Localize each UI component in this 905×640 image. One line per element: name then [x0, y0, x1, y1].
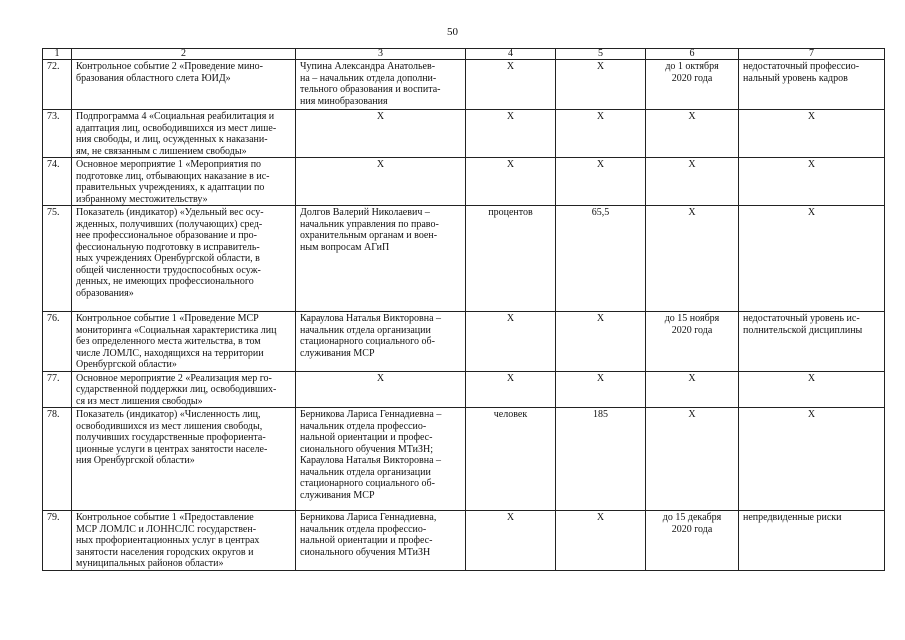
- row-number: 73.: [43, 110, 72, 158]
- table-row: [43, 206, 885, 312]
- table-row: [43, 408, 885, 511]
- responsible-cell: X: [296, 110, 466, 158]
- responsible-cell: Чупина Александра Анатольев- на – начальник отдела дополни- тельного образования и воспита- ния минобразования: [296, 60, 466, 110]
- column-header: 7: [739, 49, 885, 60]
- deadline-cell: X: [646, 408, 739, 511]
- unit-cell: X: [466, 60, 556, 110]
- unit-cell: X: [466, 511, 556, 571]
- unit-cell: X: [466, 110, 556, 158]
- row-number: 74.: [43, 158, 72, 206]
- deadline-cell: X: [646, 206, 739, 312]
- event-cell: Показатель (индикатор) «Численность лиц, освободившихся из мест лишения свободы, получивших государственные профориента- ционные услуги в центрах занятости населе- ния Оренбургской области»: [72, 408, 296, 511]
- table-row: [43, 158, 885, 206]
- table-row: [43, 110, 885, 158]
- row-number: 75.: [43, 206, 72, 312]
- risk-cell: непредвиденные риски: [739, 511, 885, 571]
- event-cell: Контрольное событие 1 «Предоставление МСР ЛОМЛС и ЛОННСЛС государствен- ных профориентационных услуг в центрах занятости населения городских округов и муниципальных районов области»: [72, 511, 296, 571]
- deadline-cell: до 1 октября 2020 года: [646, 60, 739, 110]
- responsible-cell: Берникова Лариса Геннадиевна – начальник отдела профессио- нальной ориентации и профес- сионального обучения МТиЗН; Караулова Наталья Викторовна – начальник отдела организации стационарного социального об- служивания МСР: [296, 408, 466, 511]
- deadline-cell: X: [646, 371, 739, 408]
- deadline-cell: X: [646, 110, 739, 158]
- unit-cell: процентов: [466, 206, 556, 312]
- deadline-cell: до 15 ноября 2020 года: [646, 312, 739, 372]
- unit-cell: человек: [466, 408, 556, 511]
- risk-cell: X: [739, 158, 885, 206]
- column-header: 1: [43, 49, 72, 60]
- risk-cell: X: [739, 408, 885, 511]
- deadline-cell: до 15 декабря 2020 года: [646, 511, 739, 571]
- row-number: 77.: [43, 371, 72, 408]
- column-number-row: [43, 49, 885, 60]
- row-number: 76.: [43, 312, 72, 372]
- deadline-cell: X: [646, 158, 739, 206]
- risk-cell: недостаточный уровень ис- полнительской дисциплины: [739, 312, 885, 372]
- responsible-cell: X: [296, 158, 466, 206]
- event-cell: Основное мероприятие 2 «Реализация мер го- сударственной поддержки лиц, освободивших- ся из мест лишения свободы»: [72, 371, 296, 408]
- column-header: 2: [72, 49, 296, 60]
- event-cell: Основное мероприятие 1 «Мероприятия по подготовке лиц, отбывающих наказание в ис- правительных учреждениях, к адаптации по избранному местожительству»: [72, 158, 296, 206]
- table-row: [43, 60, 885, 110]
- plan-table: [42, 48, 885, 571]
- table-row: [43, 511, 885, 571]
- risk-cell: X: [739, 206, 885, 312]
- column-header: 5: [556, 49, 646, 60]
- event-cell: Подпрограмма 4 «Социальная реабилитация и адаптация лиц, освободившихся из мест лише- ния свободы, и лиц, осужденных к наказани- ям, не связанным с лишением свободы»: [72, 110, 296, 158]
- unit-cell: X: [466, 312, 556, 372]
- value-cell: 185: [556, 408, 646, 511]
- row-number: 72.: [43, 60, 72, 110]
- row-number: 78.: [43, 408, 72, 511]
- column-header: 4: [466, 49, 556, 60]
- responsible-cell: X: [296, 371, 466, 408]
- value-cell: X: [556, 511, 646, 571]
- column-header: 6: [646, 49, 739, 60]
- table-row: [43, 371, 885, 408]
- risk-cell: X: [739, 110, 885, 158]
- event-cell: Контрольное событие 1 «Проведение МСР мониторинга «Социальная характеристика лиц без определенного места жительства, в том числе ЛОМЛС, находящихся на территории Оренбургской области»: [72, 312, 296, 372]
- event-cell: Показатель (индикатор) «Удельный вес осу- жденных, получивших (получающих) сред- нее профессиональное образование и про- фессиональную подготовку в исправитель- ных учреждениях Оренбургской области, в общей численности трудоспособных осуж- денных, не имеющих профессионального образования»: [72, 206, 296, 312]
- value-cell: X: [556, 371, 646, 408]
- row-number: 79.: [43, 511, 72, 571]
- value-cell: X: [556, 158, 646, 206]
- page-number: 50: [447, 26, 458, 38]
- responsible-cell: Долгов Валерий Николаевич – начальник управления по право- охранительным органам и воен- ным вопросам АГиП: [296, 206, 466, 312]
- risk-cell: X: [739, 371, 885, 408]
- event-cell: Контрольное событие 2 «Проведение мино- бразования областного слета ЮИД»: [72, 60, 296, 110]
- value-cell: X: [556, 60, 646, 110]
- unit-cell: X: [466, 371, 556, 408]
- responsible-cell: Караулова Наталья Викторовна – начальник отдела организации стационарного социального об- служивания МСР: [296, 312, 466, 372]
- risk-cell: недостаточный профессио- нальный уровень кадров: [739, 60, 885, 110]
- table-row: [43, 312, 885, 372]
- value-cell: X: [556, 312, 646, 372]
- responsible-cell: Берникова Лариса Геннадиевна, начальник отдела профессио- нальной ориентации и профес- сионального обучения МТиЗН: [296, 511, 466, 571]
- value-cell: X: [556, 110, 646, 158]
- column-header: 3: [296, 49, 466, 60]
- unit-cell: X: [466, 158, 556, 206]
- value-cell: 65,5: [556, 206, 646, 312]
